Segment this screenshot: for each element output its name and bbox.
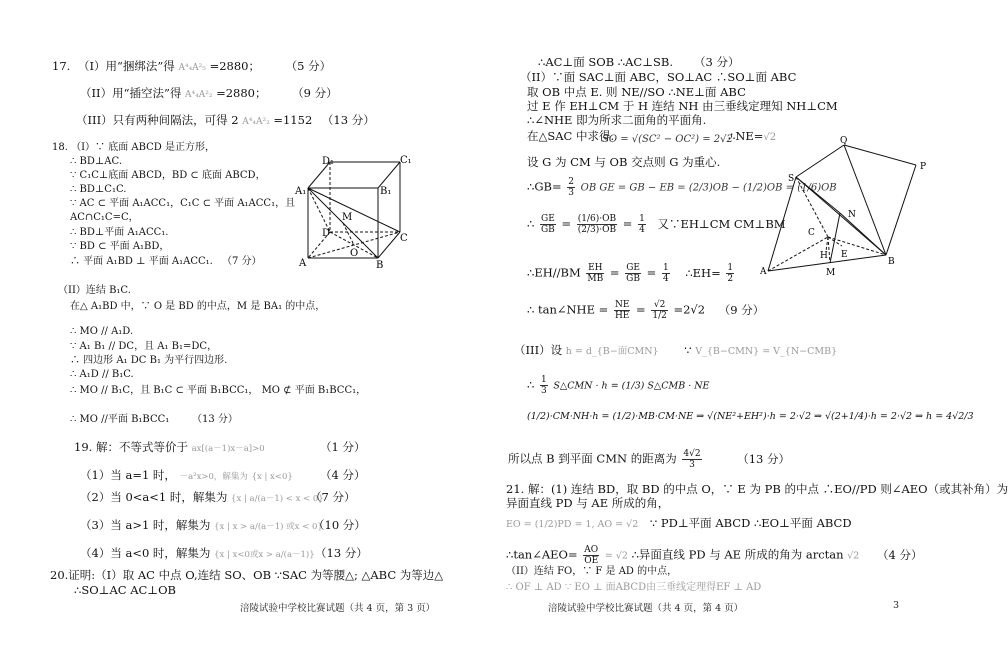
cube-label: D xyxy=(322,228,331,239)
proof-line: ∴ 四边形 A₁ DC B₁ 为平行四边形. xyxy=(70,355,228,366)
q20-line1: 20.证明:（I）取 AC 中点 O,连结 SO、OB ∵SAC 为等腰△; △ABC 为等边△ xyxy=(50,568,444,582)
cube-label: B xyxy=(376,260,384,271)
cube-label: B₁ xyxy=(380,186,392,197)
q18-head: 18. （I）∵ 底面 ABCD 是正方形， xyxy=(52,142,215,153)
pyramid-figure xyxy=(758,133,938,283)
cube-figure xyxy=(290,150,420,270)
page-number: 3 xyxy=(893,600,900,611)
right-footer: 涪陵试验中学校比赛试题（共 4 页，第 4 页） xyxy=(548,603,744,614)
proof-line: AC∩C₁C=C， xyxy=(70,212,139,223)
ge-gb-line: ∴ $\frac{GE}{GB}$ = $\frac{(1/6)\cdot OB}{(2/3)\cdot OB}$ = $\frac{1}{4}$ 又∵EH⊥CM CM⊥BM xyxy=(527,214,786,235)
so-formula: SO = √(SC² − OC²) = 2√2 xyxy=(602,134,733,145)
proof-line: ∵ A₁ B₁ // DC，且 A₁ B₁=DC， xyxy=(70,341,218,352)
proof-line: ∴ MO // A₁D. xyxy=(70,326,134,337)
q19-case1: （1）当 a=1 时， －a²x>0，解集为 {x | x<0} xyxy=(80,468,293,482)
pyramid-label: B xyxy=(888,257,895,267)
proof-line: ∴ MO //平面 B₁BCC₁ xyxy=(70,414,170,425)
q18-score7: （7 分） xyxy=(222,256,262,267)
distance-result: 所以点 B 到平面 CMN 的距离为 $\frac{4√2}{3}$ （13 分） xyxy=(508,449,791,470)
proof-line: 在△ A₁BD 中，∵ O 是 BD 的中点，M 是 BA₁ 的中点， xyxy=(70,301,326,312)
proof-line: ∴ 平面 A₁BD ⊥ 平面 A₁ACC₁. xyxy=(70,256,213,267)
left-footer: 涪陵试验中学校比赛试题（共 4 页，第 3 页） xyxy=(240,603,436,614)
pyramid-label: E xyxy=(841,250,848,260)
g-line: 设 G 为 CM 与 OB 交点则 G 为重心. xyxy=(527,155,721,169)
q19-score4: （4 分） xyxy=(320,468,366,482)
pyramid-label: H xyxy=(820,251,828,261)
cube-label: M xyxy=(342,212,353,223)
proof-line: ∴ BD⊥平面 A₁ACC₁. xyxy=(70,227,169,238)
proof-line: ∴AC⊥面 SOB ∴AC⊥SB. xyxy=(538,55,674,69)
pyramid-label: P xyxy=(920,162,927,172)
pyramid-label: S xyxy=(788,174,795,184)
solution-set: {x | x<0} xyxy=(251,472,293,482)
distance-chain: (1/2)·CM·NH·h = (1/2)·MB·CM·NE ⇒ √(NE²+EH²)·h = 2·√2 ⇒ √(2+1/4)·h = 2·√2 ⇒ h = 4√2/3 xyxy=(527,411,974,422)
q19-case2: （2）当 0<a<1 时，解集为 {x | a/(a－1) < x < 0} xyxy=(80,490,324,504)
proof-line: ∴∠NHE 即为所求二面角的平面角. xyxy=(527,113,707,127)
q17-number: 17. xyxy=(52,59,71,73)
proof-line: ∴ BD⊥C₁C. xyxy=(70,184,127,195)
q19-case4: （4）当 a<0 时，解集为 {x | x<0或x > a/(a－1)} xyxy=(80,546,315,560)
pyramid-label: Q xyxy=(840,136,848,146)
q19-score1: （1 分） xyxy=(320,440,366,454)
proof-line: ∴ BD⊥AC. xyxy=(70,156,123,167)
perm-symbol: A⁴₄A²₂ xyxy=(242,117,270,127)
perm-symbol: A⁴₄A²₂ xyxy=(185,90,213,100)
proof-line: ∵ BD ⊂ 平面 A₁BD， xyxy=(70,241,170,252)
ne-line: ∴NE=√2 xyxy=(728,129,777,143)
q20-line2: ∴SO⊥AC AC⊥OB xyxy=(74,583,176,597)
q21-line2: 异面直线 PD 与 AE 所成的角， xyxy=(506,496,670,510)
pyramid-label: N xyxy=(848,210,856,220)
solution-set: {x | a/(a－1) < x < 0} xyxy=(231,494,324,504)
r-score3: （3 分） xyxy=(694,55,740,69)
proof-line: ∴ A₁D // B₁C. xyxy=(70,369,134,380)
q21-line1: 21. 解：(1) 连结 BD，取 BD 的中点 O，∵ E 为 PB 的中点 ∴EO//PD 则∠AEO（或其补角）为 xyxy=(506,482,1008,496)
proof-line: 在△SAC 中求得. xyxy=(527,129,615,143)
ehbm-line: ∴EH//BM $\frac{EH}{MB}$ = $\frac{GE}{GB}$ = $\frac{1}{4}$ ∴EH= $\frac{1}{2}$ xyxy=(527,263,734,284)
q19-score10: （10 分） xyxy=(313,518,366,532)
q18-part2-head: （II）连结 B₁C. xyxy=(58,285,131,296)
cube-label: A xyxy=(299,258,307,269)
proof-line: 取 OB 中点 E. 则 NE//SO ∴NE⊥面 ABC xyxy=(527,85,746,99)
cube-label: C₁ xyxy=(400,155,412,166)
q17-part2: （II）用“插空法”得 A⁴₄A²₂ =2880； （9 分） xyxy=(80,86,338,100)
proof-line: ∵ AC ⊂ 平面 A₁ACC₁，C₁C ⊂ 平面 A₁ACC₁，且 xyxy=(70,198,296,209)
gb-line: ∴GB= $\frac{2}{3}$ OB GE = GB − EB = (2/3)OB − (1/2)OB = (1/6)OB xyxy=(527,177,837,198)
q19-score13: （13 分） xyxy=(315,546,368,560)
solution-set: {x | x<0或x > a/(a－1)} xyxy=(214,550,315,560)
tan-line: ∴ tan∠NHE = $\frac{NE}{HE}$ = $\frac{√2}{1/2}$ =2√2 （9 分） xyxy=(527,300,765,321)
q21-line5: （II）连结 FO，∵ F 是 AD 的中点， xyxy=(506,566,678,577)
pyramid-label: M xyxy=(826,268,836,278)
proof-line: ∵ C₁C⊥底面 ABCD，BD ⊂ 底面 ABCD， xyxy=(70,170,266,181)
pyramid-label: A xyxy=(760,267,767,277)
q18-score13: （13 分） xyxy=(192,414,238,425)
volume-line: ∴ $\frac{1}{3}$ S△CMN · h = (1/3) S△CMB · NE xyxy=(527,375,710,396)
q21-line6: ∴ OF ⊥ AD ∵ EO ⊥ 面ABCD由三垂线定理得EF ⊥ AD xyxy=(506,582,762,593)
q17-part3: （III）只有两种间隔法，可得 2 A⁴₄A²₂ =1152 （13 分） xyxy=(76,113,375,127)
q17-part1: （I）用“捆绑法”得 A⁴₄A²₅ =2880； （5 分） xyxy=(78,59,332,73)
cube-label: A₁ xyxy=(295,186,307,197)
perm-symbol: A⁴₄A²₅ xyxy=(178,63,206,73)
solution-set: {x | x > a/(a－1) 或x < 0} xyxy=(214,522,323,532)
proof-line: （II）∵面 SAC⊥面 ABC，SO⊥AC ∴SO⊥面 ABC xyxy=(520,70,797,84)
q19-score7: （7 分） xyxy=(310,490,356,504)
proof-line: ∴ MO // B₁C，且 B₁C ⊂ 平面 B₁BCC₁， MO ⊄ 平面 B₁BCC₁， xyxy=(70,385,367,396)
q21-line4: ∴tan∠AEO= $\frac{AO}{OE}$ = √2 ∴异面直线 PD 与 AE 所成的角为 arctan √2 （4 分） xyxy=(506,545,923,566)
q19-head: 19. 解：不等式等价于 ax[(a－1)x－a]>0 xyxy=(74,440,265,454)
q21-line3: EO = (1/2)PD = 1, AO = √2 ∵ PD⊥平面 ABCD ∴EO⊥平面 ABCD xyxy=(506,516,852,530)
proof-line: 过 E 作 EH⊥CM 于 H 连结 NH 由三垂线定理知 NH⊥CM xyxy=(527,99,838,113)
q19-case3: （3）当 a>1 时，解集为 {x | x > a/(a－1) 或x < 0} xyxy=(80,518,323,532)
cube-label: D₁ xyxy=(322,156,335,167)
pyramid-label: C xyxy=(808,228,815,238)
part3-line: （III）设 h = d_{B−面CMN} ∵ V_{B−CMN} = V_{N−CMB} xyxy=(514,343,838,357)
cube-label: C xyxy=(400,233,408,244)
q19-inequality: ax[(a－1)x－a]>0 xyxy=(191,444,265,454)
cube-label: O xyxy=(350,248,359,259)
